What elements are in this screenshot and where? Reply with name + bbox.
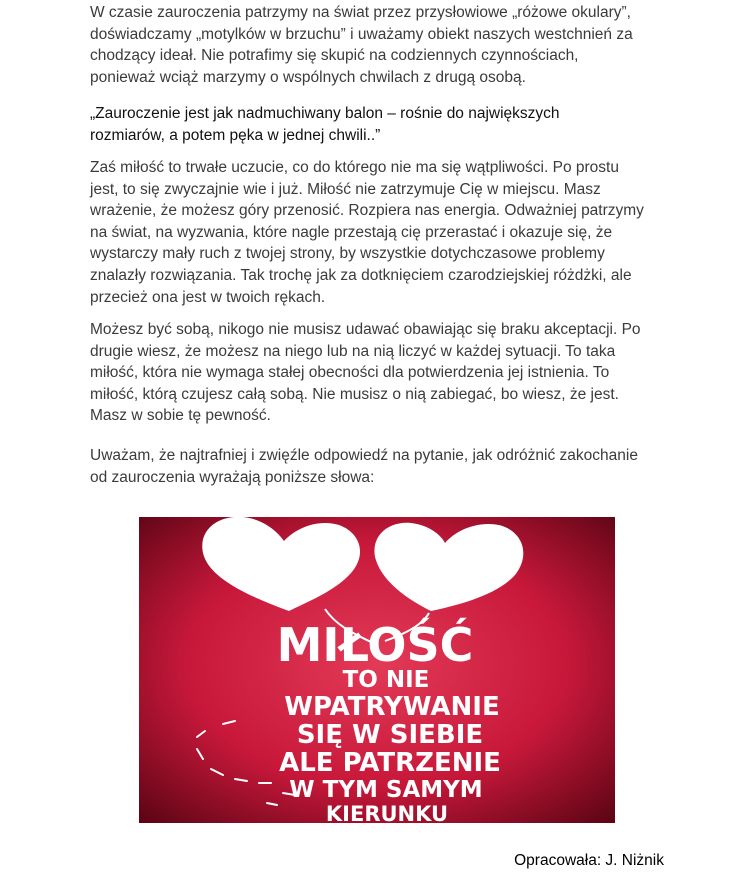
- love-quote-poster: [139, 517, 615, 823]
- paragraph-infatuation: [90, 2, 680, 88]
- text-line: drugie wiesz, że możesz na niego lub na nią liczyć w każdej sytuacji. To taka: [90, 342, 616, 360]
- text-line: jest, to się zwyczajnie wie i już. Miłość nie zatrzymuje Cię w miejscu. Masz: [90, 180, 601, 198]
- text-line: doświadczamy „motylków w brzuchu” i uważamy obiekt naszych westchnień za: [90, 25, 633, 43]
- text-line: rozmiarów, a potem pęka w jednej chwili..”: [90, 126, 381, 144]
- text-line: wystarczy mały ruch z twojej strony, by wszystkie dotychczasowe problemy: [90, 245, 605, 263]
- text-line: Masz w sobie tę pewność.: [90, 407, 271, 425]
- text-line: wrażenie, że możesz góry przenosić. Rozpiera nas energia. Odważniej patrzymy: [90, 202, 644, 220]
- poster-line-wpatrywanie: WPATRYWANIE: [284, 692, 500, 722]
- paragraph-love: [90, 157, 680, 308]
- poster-line-kierunku: KIERUNKU: [325, 802, 449, 823]
- poster-line-milosc: MIŁOŚĆ: [276, 618, 474, 672]
- text-line: chodzący ideał. Nie potrafimy się skupić na codziennych czynnościach,: [90, 47, 579, 65]
- text-line: Możesz być sobą, nikogo nie musisz udawać obawiając się braku akceptacji. Po: [90, 321, 641, 338]
- poster-line-w-tym-samym: W TYM SAMYM: [289, 777, 483, 803]
- poster-line-ale-patrzenie: ALE PATRZENIE: [279, 748, 501, 778]
- paragraph-being-yourself: [90, 319, 680, 427]
- text-line: Zaś miłość to trwałe uczucie, co do którego nie ma się wątpliwości. Po prostu: [90, 159, 619, 176]
- text-line: ponieważ wciąż marzymy o wspólnych chwilach z drugą osobą.: [90, 68, 526, 86]
- text-line: od zauroczenia wyrażają poniższe słowa:: [90, 468, 375, 486]
- text-line: W czasie zauroczenia patrzymy na świat przez przysłowiowe „różowe okulary”,: [90, 4, 631, 21]
- poster-line-sie-w-siebie: SIĘ W SIEBIE: [296, 720, 484, 750]
- paragraph-conclusion: [90, 445, 680, 488]
- poster-line-to-nie: TO NIE: [342, 667, 430, 693]
- text-line: znalazły rozwiązania. Tak trochę jak za dotknięciem czarodziejskiej różdżki, ale: [90, 266, 632, 284]
- balloon-quote: [90, 103, 680, 146]
- author-signature: Opracowała: J. Niżnik: [514, 852, 664, 869]
- text-line: Uważam, że najtrafniej i zwięźle odpowiedź na pytanie, jak odróżnić zakochanie: [90, 447, 638, 464]
- text-line: miłość, która nie wymaga stałej obecności dla potwierdzenia jej istnienia. To: [90, 364, 610, 382]
- text-line: przecież ona jest w twoich rękach.: [90, 288, 326, 306]
- text-line: na świat, na wyzwania, które nagle przestają cię przerastać i okazuje się, że: [90, 223, 613, 241]
- text-line: „Zauroczenie jest jak nadmuchiwany balon – rośnie do największych: [90, 105, 560, 122]
- text-line: miłość, którą czujesz całą sobą. Nie musisz o nią zabiegać, bo wiesz, że jest.: [90, 385, 619, 403]
